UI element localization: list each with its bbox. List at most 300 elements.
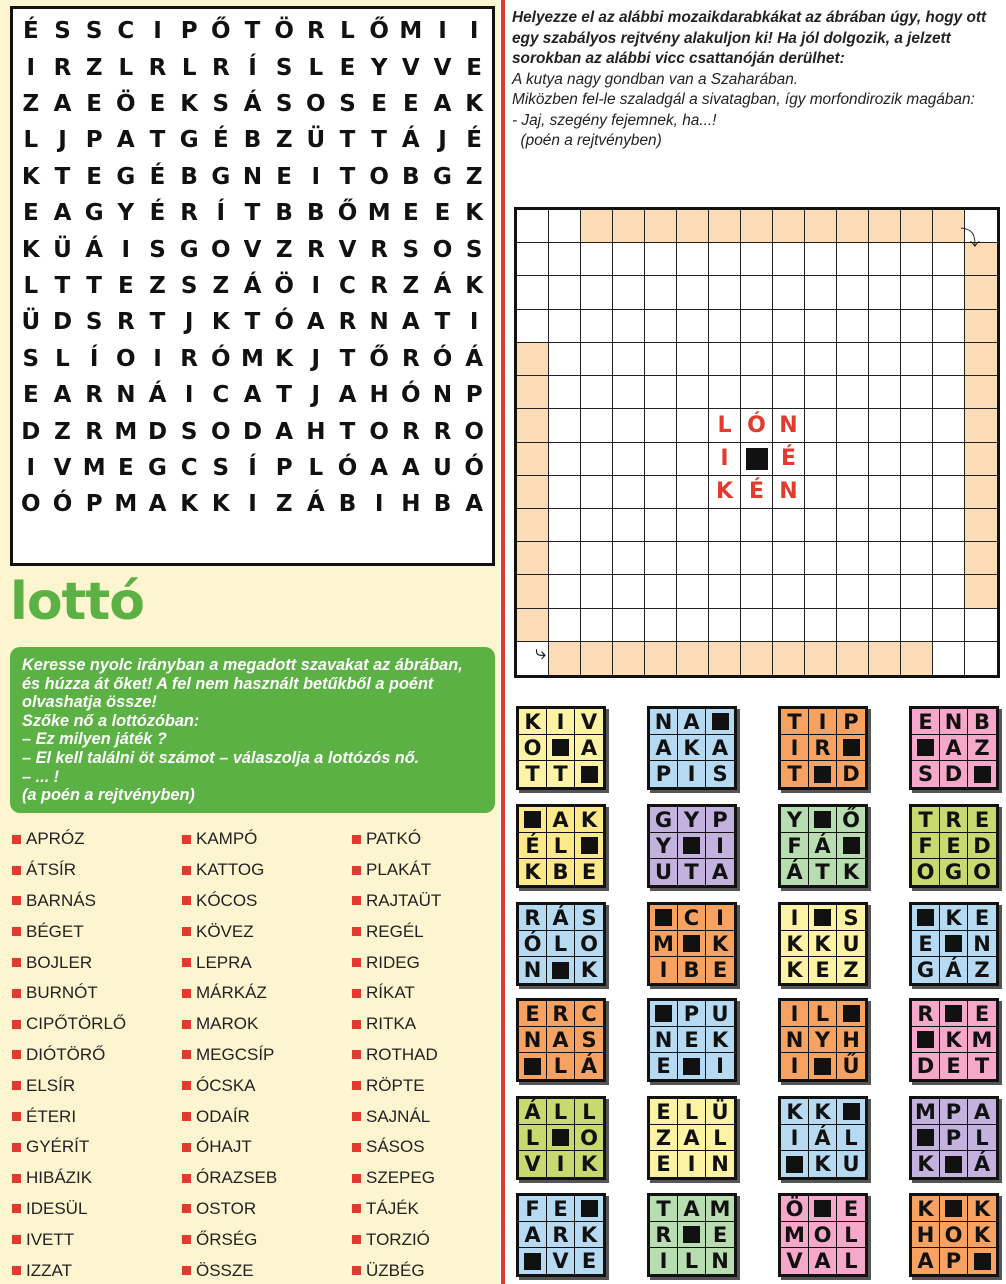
grid-cell[interactable] xyxy=(613,276,645,309)
word-search-letter[interactable]: R xyxy=(401,418,420,445)
grid-cell[interactable] xyxy=(517,609,549,642)
word-search-letter[interactable]: A xyxy=(53,382,72,409)
word-search-letter[interactable]: Á xyxy=(243,90,262,117)
word-search-letter[interactable]: T xyxy=(434,309,451,336)
word-search-letter[interactable]: T xyxy=(244,309,261,336)
mosaic-tile[interactable] xyxy=(647,1096,737,1180)
grid-cell[interactable] xyxy=(869,343,901,376)
word-search-letter[interactable]: A xyxy=(465,491,484,518)
grid-cell[interactable] xyxy=(933,642,965,675)
grid-cell[interactable] xyxy=(709,243,741,276)
word-search-letter[interactable]: É xyxy=(149,163,166,190)
grid-cell[interactable] xyxy=(677,575,709,608)
grid-cell[interactable] xyxy=(741,276,773,309)
word-search-letter[interactable]: P xyxy=(85,491,103,518)
grid-cell[interactable] xyxy=(965,509,997,542)
grid-cell[interactable] xyxy=(581,476,613,509)
word-search-letter[interactable]: A xyxy=(306,309,325,336)
grid-cell[interactable] xyxy=(933,542,965,575)
grid-cell[interactable] xyxy=(517,243,549,276)
word-search-letter[interactable]: Z xyxy=(275,491,293,518)
grid-cell[interactable] xyxy=(613,476,645,509)
grid-cell[interactable] xyxy=(709,310,741,343)
grid-cell[interactable] xyxy=(549,609,581,642)
word-search-letter[interactable]: S xyxy=(402,236,420,263)
word-search-letter[interactable]: N xyxy=(116,382,136,409)
grid-cell[interactable] xyxy=(869,642,901,675)
word-search-letter[interactable]: Ó xyxy=(337,454,358,481)
word-search-letter[interactable]: E xyxy=(86,163,103,190)
grid-cell[interactable] xyxy=(709,376,741,409)
grid-cell[interactable] xyxy=(613,310,645,343)
word-search-letter[interactable]: Z xyxy=(85,54,103,81)
word-search-letter[interactable]: Ő xyxy=(369,18,389,45)
word-search-letter[interactable]: B xyxy=(180,163,198,190)
word-search-letter[interactable]: R xyxy=(180,345,199,372)
word-search-letter[interactable]: R xyxy=(85,382,104,409)
word-search-letter[interactable]: K xyxy=(465,90,484,117)
word-search-letter[interactable]: Á xyxy=(306,491,325,518)
grid-cell[interactable] xyxy=(965,642,997,675)
grid-cell[interactable] xyxy=(517,376,549,409)
word-search-letter[interactable]: I xyxy=(26,54,36,81)
mosaic-tile[interactable] xyxy=(778,1096,868,1180)
word-search-letter[interactable]: H xyxy=(401,491,421,518)
word-search-letter[interactable]: O xyxy=(211,236,231,263)
word-search-letter[interactable]: Ő xyxy=(369,345,389,372)
mosaic-tile[interactable] xyxy=(647,1193,737,1277)
mosaic-tile[interactable] xyxy=(909,804,999,888)
grid-cell[interactable] xyxy=(869,276,901,309)
grid-cell[interactable] xyxy=(613,443,645,476)
mosaic-tile[interactable] xyxy=(778,804,868,888)
word-search-letter[interactable]: R xyxy=(370,236,389,263)
word-search-letter[interactable]: E xyxy=(149,90,166,117)
word-search-letter[interactable]: T xyxy=(244,200,261,227)
word-search-letter[interactable]: Y xyxy=(117,200,135,227)
grid-cell[interactable] xyxy=(965,443,997,476)
word-search-letter[interactable]: R xyxy=(148,54,167,81)
mosaic-tile[interactable] xyxy=(647,706,737,790)
grid-cell[interactable] xyxy=(837,509,869,542)
grid-cell[interactable] xyxy=(869,310,901,343)
word-search-letter[interactable]: A xyxy=(401,454,420,481)
grid-cell[interactable] xyxy=(677,542,709,575)
grid-cell[interactable] xyxy=(837,443,869,476)
word-search-letter[interactable]: D xyxy=(147,418,168,445)
grid-cell[interactable] xyxy=(741,376,773,409)
grid-cell[interactable] xyxy=(517,210,549,243)
word-search-letter[interactable]: T xyxy=(244,18,261,45)
grid-cell[interactable] xyxy=(837,243,869,276)
word-search-letter[interactable]: A xyxy=(243,382,262,409)
grid-cell[interactable] xyxy=(805,409,837,442)
grid-cell[interactable] xyxy=(549,243,581,276)
word-search-letter[interactable]: K xyxy=(21,163,40,190)
grid-cell[interactable] xyxy=(677,276,709,309)
grid-cell[interactable] xyxy=(933,276,965,309)
word-search-letter[interactable]: M xyxy=(114,418,138,445)
mosaic-tile[interactable] xyxy=(909,1193,999,1277)
grid-cell[interactable] xyxy=(709,609,741,642)
grid-cell[interactable] xyxy=(741,343,773,376)
word-search-letter[interactable]: H xyxy=(306,418,326,445)
grid-cell[interactable] xyxy=(645,343,677,376)
word-search-letter[interactable]: J xyxy=(311,382,321,409)
word-search-letter[interactable]: G xyxy=(179,236,199,263)
word-search-letter[interactable]: O xyxy=(306,90,326,117)
grid-cell[interactable] xyxy=(517,310,549,343)
word-search-letter[interactable]: I xyxy=(311,163,321,190)
word-search-letter[interactable]: N xyxy=(432,382,453,409)
grid-cell[interactable] xyxy=(709,509,741,542)
grid-cell[interactable] xyxy=(581,376,613,409)
grid-cell[interactable] xyxy=(965,310,997,343)
word-search-letter[interactable]: O xyxy=(211,418,231,445)
grid-cell[interactable] xyxy=(677,609,709,642)
grid-cell[interactable] xyxy=(837,210,869,243)
word-search-letter[interactable]: T xyxy=(54,163,71,190)
word-search-letter[interactable]: R xyxy=(306,236,325,263)
grid-cell[interactable] xyxy=(613,509,645,542)
word-search-letter[interactable]: G xyxy=(179,127,199,154)
grid-cell[interactable] xyxy=(709,276,741,309)
grid-cell[interactable] xyxy=(645,542,677,575)
grid-cell[interactable] xyxy=(933,376,965,409)
word-search-letter[interactable]: G xyxy=(84,200,104,227)
word-search-letter[interactable]: R xyxy=(211,54,230,81)
word-search-letter[interactable]: R xyxy=(85,418,104,445)
word-search-letter[interactable]: S xyxy=(180,272,198,299)
grid-cell[interactable] xyxy=(805,642,837,675)
word-search-letter[interactable]: A xyxy=(148,491,167,518)
grid-cell[interactable] xyxy=(549,409,581,442)
grid-cell[interactable] xyxy=(837,609,869,642)
grid-cell[interactable] xyxy=(773,509,805,542)
word-search-letter[interactable]: S xyxy=(465,236,483,263)
grid-cell[interactable] xyxy=(773,210,805,243)
grid-cell[interactable] xyxy=(709,343,741,376)
grid-cell[interactable] xyxy=(773,310,805,343)
word-search-letter[interactable]: Ö xyxy=(116,90,136,117)
word-search-letter[interactable]: M xyxy=(82,454,106,481)
word-search-letter[interactable]: S xyxy=(275,54,293,81)
word-search-letter[interactable]: I xyxy=(438,18,447,45)
word-search-letter[interactable]: S xyxy=(54,18,71,45)
grid-cell[interactable] xyxy=(613,575,645,608)
grid-cell[interactable] xyxy=(805,542,837,575)
grid-cell[interactable] xyxy=(549,276,581,309)
grid-cell[interactable]: K xyxy=(709,476,741,509)
grid-cell[interactable] xyxy=(805,276,837,309)
word-search-letter[interactable]: A xyxy=(116,127,135,154)
word-search-letter[interactable]: L xyxy=(181,54,197,81)
word-search-letter[interactable]: T xyxy=(149,127,166,154)
word-search-letter[interactable]: E xyxy=(276,163,293,190)
grid-cell[interactable] xyxy=(869,210,901,243)
word-search-letter[interactable]: V xyxy=(401,54,420,81)
word-search-letter[interactable]: I xyxy=(26,454,36,481)
grid-cell[interactable] xyxy=(677,476,709,509)
grid-cell[interactable] xyxy=(517,343,549,376)
grid-cell[interactable] xyxy=(805,443,837,476)
mosaic-tile[interactable] xyxy=(647,902,737,986)
word-search-letter[interactable]: E xyxy=(371,90,388,117)
grid-cell[interactable] xyxy=(933,443,965,476)
word-search-letter[interactable]: A xyxy=(401,309,420,336)
grid-cell[interactable]: N xyxy=(773,409,805,442)
grid-cell[interactable] xyxy=(805,476,837,509)
word-search-letter[interactable]: I xyxy=(248,491,257,518)
grid-cell[interactable] xyxy=(869,609,901,642)
grid-cell[interactable] xyxy=(933,509,965,542)
grid-cell[interactable] xyxy=(741,310,773,343)
word-search-letter[interactable]: E xyxy=(402,200,419,227)
word-search-letter[interactable]: C xyxy=(339,272,356,299)
grid-cell[interactable] xyxy=(613,409,645,442)
word-search-letter[interactable]: Z xyxy=(275,236,293,263)
grid-cell[interactable] xyxy=(773,276,805,309)
word-search-letter[interactable]: Z xyxy=(149,272,166,299)
grid-cell[interactable] xyxy=(549,509,581,542)
grid-cell[interactable] xyxy=(837,276,869,309)
word-search-letter[interactable]: I xyxy=(469,309,479,336)
word-search-letter[interactable]: É xyxy=(22,18,39,45)
grid-cell[interactable] xyxy=(837,542,869,575)
word-search-letter[interactable]: V xyxy=(53,454,72,481)
grid-cell[interactable] xyxy=(837,376,869,409)
word-search-letter[interactable]: M xyxy=(114,491,138,518)
grid-cell[interactable] xyxy=(581,542,613,575)
word-search-letter[interactable]: O xyxy=(21,491,41,518)
word-search-letter[interactable]: B xyxy=(338,491,357,518)
grid-cell[interactable] xyxy=(837,642,869,675)
grid-cell[interactable] xyxy=(741,243,773,276)
grid-cell[interactable] xyxy=(645,476,677,509)
word-search-letter[interactable]: I xyxy=(121,236,131,263)
word-search-letter[interactable]: K xyxy=(275,345,294,372)
grid-cell[interactable] xyxy=(965,476,997,509)
word-search-letter[interactable]: T xyxy=(86,272,102,299)
word-search-letter[interactable]: A xyxy=(338,382,357,409)
grid-cell[interactable] xyxy=(645,609,677,642)
grid-cell[interactable] xyxy=(869,376,901,409)
grid-cell[interactable] xyxy=(517,443,549,476)
grid-cell[interactable] xyxy=(677,243,709,276)
grid-cell[interactable] xyxy=(965,276,997,309)
grid-cell[interactable] xyxy=(581,310,613,343)
grid-cell[interactable] xyxy=(549,310,581,343)
word-search-letter[interactable]: V xyxy=(338,236,357,263)
word-search-letter[interactable]: I xyxy=(184,382,194,409)
mosaic-tile[interactable] xyxy=(778,706,868,790)
grid-cell[interactable] xyxy=(805,575,837,608)
word-search-letter[interactable]: T xyxy=(149,309,166,336)
mosaic-tile[interactable] xyxy=(516,1096,606,1180)
word-search-letter[interactable]: J xyxy=(184,309,194,336)
word-search-letter[interactable]: N xyxy=(369,309,389,336)
grid-cell[interactable]: É xyxy=(773,443,805,476)
word-search-letter[interactable]: B xyxy=(402,163,420,190)
mosaic-tile[interactable] xyxy=(909,998,999,1082)
word-search-letter[interactable]: Ó xyxy=(464,454,484,481)
grid-cell[interactable] xyxy=(677,310,709,343)
grid-cell[interactable] xyxy=(549,443,581,476)
word-search-letter[interactable]: S xyxy=(85,309,103,336)
grid-cell[interactable] xyxy=(901,542,933,575)
grid-cell[interactable]: Ó xyxy=(741,409,773,442)
word-search-letter[interactable]: E xyxy=(402,90,419,117)
grid-cell[interactable] xyxy=(517,409,549,442)
grid-cell[interactable] xyxy=(901,575,933,608)
word-search-letter[interactable]: V xyxy=(433,54,452,81)
word-search-letter[interactable]: R xyxy=(53,54,72,81)
word-search-letter[interactable]: G xyxy=(116,163,136,190)
word-search-letter[interactable]: Ó xyxy=(211,345,231,372)
word-search-letter[interactable]: P xyxy=(275,454,293,481)
grid-cell[interactable] xyxy=(581,642,613,675)
word-search-letter[interactable]: J xyxy=(311,345,321,372)
grid-cell[interactable] xyxy=(901,476,933,509)
grid-cell[interactable] xyxy=(965,575,997,608)
word-search-letter[interactable]: M xyxy=(241,345,264,372)
word-search-letter[interactable]: S xyxy=(149,236,166,263)
grid-cell[interactable] xyxy=(805,376,837,409)
word-search-letter[interactable]: I xyxy=(469,18,479,45)
grid-cell[interactable] xyxy=(869,243,901,276)
word-search-letter[interactable]: Ó xyxy=(401,382,421,409)
word-search-letter[interactable]: H xyxy=(369,382,389,409)
word-search-letter[interactable]: Z xyxy=(402,272,420,299)
word-search-letter[interactable]: L xyxy=(118,54,134,81)
word-search-letter[interactable]: T xyxy=(339,163,356,190)
grid-cell[interactable] xyxy=(581,276,613,309)
word-search-letter[interactable]: Á xyxy=(433,272,452,299)
grid-cell[interactable] xyxy=(773,609,805,642)
grid-cell[interactable] xyxy=(901,409,933,442)
grid-cell[interactable] xyxy=(741,575,773,608)
grid-cell[interactable] xyxy=(613,609,645,642)
word-search-letter[interactable]: K xyxy=(211,491,230,518)
grid-cell[interactable] xyxy=(869,575,901,608)
word-search-letter[interactable]: D xyxy=(21,418,41,445)
grid-cell[interactable] xyxy=(869,409,901,442)
grid-cell[interactable] xyxy=(965,409,997,442)
word-search-letter[interactable]: K xyxy=(180,491,199,518)
word-search-letter[interactable]: T xyxy=(339,345,356,372)
word-search-letter[interactable]: R xyxy=(370,272,389,299)
grid-cell[interactable] xyxy=(581,210,613,243)
word-search-letter[interactable]: S xyxy=(275,90,293,117)
grid-cell[interactable] xyxy=(677,409,709,442)
grid-cell[interactable] xyxy=(805,509,837,542)
grid-cell[interactable] xyxy=(965,343,997,376)
grid-cell[interactable] xyxy=(901,509,933,542)
word-search-letter[interactable]: K xyxy=(180,90,199,117)
word-search-letter[interactable]: E xyxy=(117,272,134,299)
word-search-letter[interactable]: Ó xyxy=(432,345,453,372)
grid-cell[interactable] xyxy=(837,343,869,376)
grid-cell[interactable] xyxy=(645,210,677,243)
word-search-letter[interactable]: Á xyxy=(243,272,262,299)
grid-cell[interactable]: É xyxy=(741,476,773,509)
word-search-letter[interactable]: L xyxy=(23,272,39,299)
grid-cell[interactable] xyxy=(773,575,805,608)
word-search-letter[interactable]: C xyxy=(212,382,230,409)
grid-cell[interactable] xyxy=(741,609,773,642)
grid-cell[interactable] xyxy=(805,210,837,243)
word-search-letter[interactable]: Í xyxy=(89,345,99,372)
grid-cell[interactable] xyxy=(901,642,933,675)
word-search-letter[interactable]: É xyxy=(212,127,229,154)
grid-cell[interactable] xyxy=(645,409,677,442)
grid-cell[interactable] xyxy=(709,575,741,608)
grid-cell[interactable] xyxy=(933,609,965,642)
grid-cell[interactable] xyxy=(901,343,933,376)
word-search-letter[interactable]: B xyxy=(433,491,452,518)
word-search-letter[interactable]: R xyxy=(306,18,325,45)
grid-cell[interactable] xyxy=(901,276,933,309)
word-search-letter[interactable]: A xyxy=(370,454,389,481)
grid-cell[interactable] xyxy=(805,609,837,642)
grid-cell[interactable] xyxy=(805,243,837,276)
word-search-letter[interactable]: A xyxy=(53,90,72,117)
grid-cell[interactable] xyxy=(741,210,773,243)
word-search-letter[interactable]: Ö xyxy=(274,272,294,299)
grid-cell[interactable] xyxy=(709,210,741,243)
grid-cell[interactable] xyxy=(837,409,869,442)
word-search-letter[interactable]: K xyxy=(211,309,230,336)
word-search-letter[interactable]: R xyxy=(433,418,452,445)
grid-cell[interactable] xyxy=(645,443,677,476)
word-search-letter[interactable]: U xyxy=(433,454,452,481)
grid-cell[interactable] xyxy=(773,376,805,409)
word-search-letter[interactable]: S xyxy=(180,418,198,445)
word-search-letter[interactable]: J xyxy=(438,127,447,154)
grid-cell[interactable] xyxy=(645,509,677,542)
mosaic-tile[interactable] xyxy=(647,804,737,888)
grid-cell[interactable] xyxy=(549,376,581,409)
word-search-letter[interactable]: R xyxy=(401,345,420,372)
mosaic-tile[interactable] xyxy=(647,998,737,1082)
word-search-letter[interactable]: S xyxy=(212,454,230,481)
grid-cell[interactable] xyxy=(613,210,645,243)
grid-cell[interactable] xyxy=(645,276,677,309)
word-search-letter[interactable]: M xyxy=(367,200,391,227)
grid-cell[interactable] xyxy=(709,542,741,575)
word-search-letter[interactable]: Á xyxy=(148,382,167,409)
word-search-letter[interactable]: É xyxy=(466,127,483,154)
word-search-letter[interactable]: D xyxy=(52,309,73,336)
word-search-letter[interactable]: I xyxy=(311,272,321,299)
grid-cell[interactable] xyxy=(933,409,965,442)
word-search-letter[interactable]: T xyxy=(276,382,292,409)
word-search-letter[interactable]: Ó xyxy=(274,309,294,336)
word-search-letter[interactable]: D xyxy=(242,418,263,445)
grid-cell[interactable] xyxy=(837,575,869,608)
mosaic-tile[interactable] xyxy=(778,1193,868,1277)
grid-cell[interactable] xyxy=(773,542,805,575)
grid-cell[interactable] xyxy=(773,642,805,675)
grid-cell[interactable] xyxy=(901,376,933,409)
mosaic-tile[interactable] xyxy=(909,902,999,986)
grid-cell[interactable] xyxy=(677,343,709,376)
word-search-letter[interactable]: Ü xyxy=(306,127,326,154)
grid-cell[interactable] xyxy=(741,642,773,675)
word-search-letter[interactable]: É xyxy=(149,200,166,227)
word-search-letter[interactable]: L xyxy=(340,18,355,45)
word-search-letter[interactable]: Z xyxy=(22,90,40,117)
